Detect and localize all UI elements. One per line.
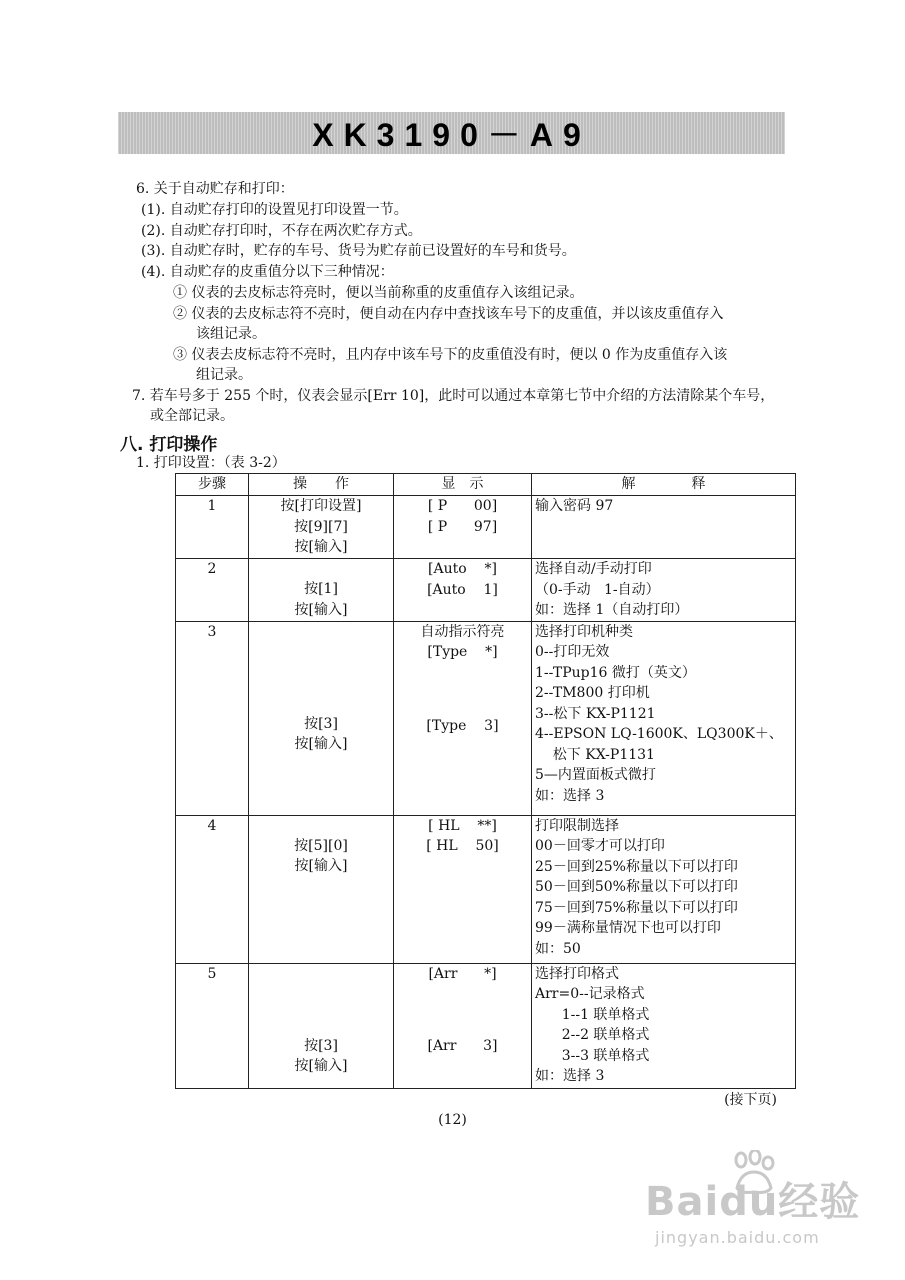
continued-note: (接下页) xyxy=(724,1092,777,1108)
baidu-jingyan-watermark xyxy=(645,1150,885,1255)
note-line: 7. 若车号多于 255 个时，仪表会显示[Err 10]，此时可以通过本章第七节中介绍的方法清除某个车号， xyxy=(132,388,775,404)
explanation-line: Arr=0--记录格式 xyxy=(535,986,645,1002)
operation-line: 按[打印设置] xyxy=(280,498,362,514)
explanation-line: 打印限制选择 xyxy=(535,817,619,834)
display-line: [Auto 1] xyxy=(427,581,498,598)
explanation-line: 选择自动/手动打印 xyxy=(535,561,652,577)
operation-line: 按[3] xyxy=(304,715,338,732)
explanation-line: 输入密码 97 xyxy=(535,498,614,514)
table-row xyxy=(176,815,796,963)
operation-line: 按[输入] xyxy=(294,736,348,752)
explanation-line: 2--2 联单格式 xyxy=(535,1027,650,1043)
explanation-line: 4--EPSON LQ-1600K、LQ300K＋、 xyxy=(535,726,783,742)
header-display: 显 示 xyxy=(394,474,532,496)
note-line: ③ 仪表去皮标志符不亮时，且内存中该车号下的皮重值没有时，便以 0 作为皮重值存入该 xyxy=(173,347,728,363)
note-line: ① 仪表的去皮标志符亮时，便以当前称重的皮重值存入该组记录。 xyxy=(173,285,584,301)
explanation-line: 选择打印格式 xyxy=(535,965,619,982)
table-row xyxy=(176,963,796,1088)
display-line: [ P 00] xyxy=(427,498,498,514)
display-line: [ HL 50] xyxy=(426,838,499,854)
document-title: XK3190－A9 xyxy=(312,117,591,153)
explanation-line: 3--松下 KX-P1121 xyxy=(535,705,656,722)
operation-line: 按[输入] xyxy=(294,858,348,874)
note-line: (4). 自动贮存的皮重值分以下三种情况： xyxy=(141,264,394,280)
display-line: 自动指示符亮 xyxy=(420,623,505,640)
note-line: 组记录。 xyxy=(196,367,252,383)
explanation-line: 3--3 联单格式 xyxy=(535,1047,650,1064)
header-step: 步骤 xyxy=(176,474,249,496)
note-line: (1). 自动贮存打印的设置见打印设置一节。 xyxy=(141,202,408,218)
explanation-line: 1--TPup16 微打（英文） xyxy=(535,664,696,681)
explanation-line: 选择打印机种类 xyxy=(535,623,633,640)
operation-line: 按[3] xyxy=(304,1037,338,1054)
table-row xyxy=(176,496,796,559)
explanation-line: 0--打印无效 xyxy=(535,644,610,660)
note-line: (3). 自动贮存时，贮存的车号、货号为贮存前已设置好的车号和货号。 xyxy=(141,243,576,259)
header-operation: 操 作 xyxy=(249,474,394,496)
operation-line: 按[9][7] xyxy=(294,518,348,535)
step-number: 4 xyxy=(207,817,217,834)
operation-line: 按[1] xyxy=(304,581,338,597)
step-number: 5 xyxy=(207,965,217,982)
operation-line: 按[5][0] xyxy=(294,837,348,854)
explanation-line: 2--TM800 打印机 xyxy=(535,685,650,701)
explanation-line: 25－回到25%称量以下可以打印 xyxy=(535,858,738,875)
print-settings-table xyxy=(175,473,796,1089)
watermark-text: Baidu经验 xyxy=(645,1179,861,1225)
explanation-line: 如：50 xyxy=(535,940,581,957)
display-line: [Type 3] xyxy=(426,717,499,734)
explanation-line: 如：选择 3 xyxy=(535,787,605,804)
operation-line: 按[输入] xyxy=(294,539,348,555)
note-line: (2). 自动贮存打印时，不存在两次贮存方式。 xyxy=(141,223,422,239)
display-line: [ HL **] xyxy=(428,817,497,834)
section-heading: 八. 打印操作 xyxy=(120,435,218,455)
explanation-line: （0-手动 1-自动） xyxy=(535,581,660,598)
display-line: [Type *] xyxy=(427,644,498,660)
table-row xyxy=(176,621,796,815)
display-line: [Arr 3] xyxy=(427,1038,498,1054)
explanation-line: 如：选择 3 xyxy=(535,1068,605,1084)
explanation-line: 5—内置面板式微打 xyxy=(535,767,656,783)
explanation-line: 松下 KX-P1131 xyxy=(535,746,655,763)
table-row xyxy=(176,559,796,622)
step-number: 1 xyxy=(207,498,217,514)
step-number: 2 xyxy=(207,561,217,577)
header-explanation: 解 释 xyxy=(532,474,796,496)
explanation-line: 50－回到50%称量以下可以打印 xyxy=(535,879,738,895)
display-line: [Arr *] xyxy=(428,965,497,982)
explanation-line: 如：选择 1（自动打印） xyxy=(535,602,689,618)
note-line: ② 仪表的去皮标志符不亮时，便自动在内存中查找该车号下的皮重值，并以该皮重值存入 xyxy=(173,306,724,322)
page-number: (12) xyxy=(438,1112,467,1128)
display-line: [ P 97] xyxy=(427,518,498,535)
operation-line: 按[输入] xyxy=(294,1058,348,1074)
note-line: 6. 关于自动贮存和打印： xyxy=(136,181,294,197)
step-number: 3 xyxy=(207,623,217,640)
explanation-line: 00－回零才可以打印 xyxy=(535,838,665,854)
table-header-row xyxy=(176,474,796,496)
title-banner xyxy=(118,112,785,154)
explanation-line: 75－回到75%称量以下可以打印 xyxy=(535,899,738,916)
operation-line: 按[输入] xyxy=(294,601,348,618)
table-caption: 1. 打印设置：（表 3-2） xyxy=(136,455,286,471)
explanation-line: 1--1 联单格式 xyxy=(535,1006,650,1023)
display-line: [Auto *] xyxy=(428,561,497,577)
explanation-line: 99－满称量情况下也可以打印 xyxy=(535,920,721,936)
watermark-url: jingyan.baidu.com xyxy=(655,1228,820,1247)
note-line: 该组记录。 xyxy=(196,326,266,342)
note-line: 或全部记录。 xyxy=(150,408,234,424)
